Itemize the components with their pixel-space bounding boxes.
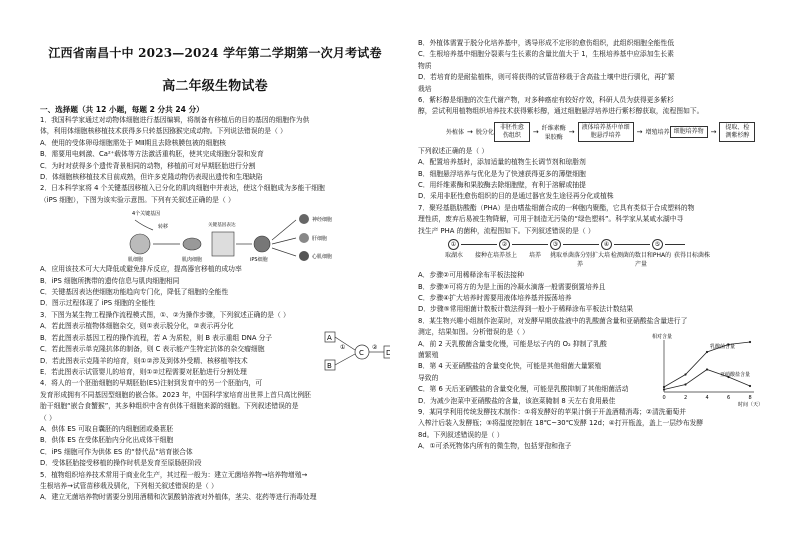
flow-label: 纤维素酶 [541, 124, 566, 132]
node-label: B [327, 361, 332, 370]
fig-label: iPS细胞 [250, 257, 268, 264]
q2-line: 2．日本科学家将 4 个关键基因移植入已分化的肌肉细胞中并表达，使这个细胞成为多能干细胞 [40, 184, 325, 193]
q1-option: B．需要用电刺激、Ca²⁺载体等方法激活重构胚，使其完成细胞分裂和发育 [40, 150, 264, 159]
q8-option: A．前 2 天乳酸菌含量变化慢，可能是坛子内的 O₂ 抑制了乳酸 [418, 339, 607, 348]
q5-option: C．生根培养基中细胞分裂素与生长素的含量比值大于 1，生根培养基中应添加生长素 [418, 50, 674, 59]
q6-line: 下列叙述正确的是（ ） [418, 146, 489, 155]
abc-diagram [320, 322, 390, 382]
q9-option: A．①可杀死物体内所有的微生物，包括芽孢和孢子 [418, 442, 572, 451]
q5-option: 栽培 [418, 84, 432, 93]
q1-option: C．为时对获得多个遗传背景相同的动物，移植前可对早期胚胎进行分割 [40, 161, 256, 170]
node-label: A [327, 333, 332, 342]
q1-option: D．体细胞核移植技术目前成熟，但许多克隆动物仍表现出遗传和生理缺陷 [40, 173, 263, 182]
ips-diagram [40, 206, 390, 264]
q8-option: 导致的 [418, 373, 439, 382]
neuron-icon [299, 214, 309, 224]
q4-line: （ ） [40, 413, 56, 422]
fig-label: 肌细胞 [128, 257, 144, 264]
step-label: ① [340, 343, 346, 351]
q8-line: 8．某生物兴趣小组制作泡菜时，对发酵早期放盐液中的乳酸菌含量和亚硝酸盐含量进行了 [418, 316, 688, 325]
question-1 [40, 115, 390, 183]
q3-line: 3．下图为某生物工程操作流程模式图，①、②为操作步骤，下列叙述正确的是（ ） [40, 310, 290, 319]
ips-figure [40, 206, 390, 264]
data-point [684, 383, 686, 385]
data-point [749, 341, 751, 343]
data-point [706, 351, 708, 353]
q8-option: 菌繁殖 [418, 350, 439, 359]
q5-line: 生根培养→试管苗移栽及驯化，下列相关叙述错误的是（ ） [40, 481, 218, 490]
fig-label: 心肌细胞 [312, 254, 333, 261]
step-label: 取湖水 [444, 252, 463, 260]
fig-label: 神经细胞 [312, 217, 333, 224]
flow-node: 细胞培养物 [670, 126, 708, 138]
q5-option: A．建立无菌培养物时需要分别用酒精和次氯酸钠溶液对外植体，茎尖、花药等进行消毒处理 [40, 493, 317, 502]
data-point [663, 388, 665, 390]
chart-xlabel: 时间（天） [738, 401, 764, 408]
q9-line: 8d。下列叙述错误的是（ ） [418, 430, 504, 439]
q2-option: D．图示过程体现了 iPS 细胞的全能性 [40, 299, 156, 308]
q5-line: 5．植物组织培养技术常用于商业化生产，其过程一般为：建立无菌培养物→培养物增殖→ [40, 470, 308, 479]
arrow-icon [461, 244, 497, 245]
arrow-icon [135, 220, 153, 230]
q4-option: D．受体胚胎接受移植的操作时机是发育至原肠胚阶段 [40, 459, 202, 468]
x-tick-label: 8 [748, 394, 752, 401]
question-2 [40, 183, 390, 309]
flow-label: 增殖培养 [645, 129, 670, 137]
x-tick-label: 2 [684, 394, 688, 401]
q4-option: A．供体 ES 可取自囊胚的内细胞团或桑葚胚 [40, 424, 174, 433]
arrow-icon: → [568, 127, 575, 136]
q7-line: 理性质，废弃后易被生物降解，可用于制造无污染的“绿色塑料”。科学家从某咸水湖中寻 [418, 215, 684, 224]
x-tick-label: 0 [662, 394, 666, 401]
mouse-icon [130, 234, 150, 254]
series-label: 亚硝酸盐含量 [720, 371, 751, 378]
q6-option: D．采用非胚性愈伤组织的目的是通过器官发生途径再分化或植株 [418, 192, 614, 201]
arrow-icon [563, 244, 599, 245]
q1-line: 体，利用体细胞核移植技术获得多只转基因猕猴完成动物。下列说法错误的是（ ） [40, 127, 287, 136]
q9-line: 9．某同学利用传统发酵技术制作：①将发酵好的苹果汁倒于开盖酒精消毒；②清洗葡萄并 [418, 407, 686, 416]
heart-cell-icon [299, 251, 309, 261]
q6-option: A．配置培养基时，添加适量的植物生长调节剂和琼脂剂 [418, 158, 586, 167]
section-heading: 一、选择题（共 12 小题，每题 2 分共 24 分） [40, 105, 204, 114]
chart-points [663, 341, 751, 391]
data-point [749, 385, 751, 387]
taxol-flowchart [446, 122, 770, 142]
question-8-9 [418, 316, 770, 453]
fig-label: 肌肉细胞 [182, 257, 203, 264]
chart-ylabel: 相对含量 [652, 333, 673, 340]
node-label: C [359, 348, 364, 357]
q4-line: 发育形成拥有不同基因型细胞的嵌合体。2023 年，中国科学家培育出世界上首只高比例胚 [40, 390, 311, 399]
fig-label: 肝细胞 [312, 236, 328, 243]
fig-label: 转移 [158, 224, 169, 231]
step-number: ⑤ [652, 239, 663, 250]
arrow-icon [272, 238, 296, 244]
flow-node: 液体培养基中单细胞悬浮培养 [578, 122, 634, 142]
step-number: ④ [601, 239, 612, 250]
q6-option: C．用纤维素酶和果胶酶去除细胞壁，有利于溶解或抽提 [418, 181, 586, 190]
q3-option: D．若此图表示克隆羊的培育，则①②涉及到体外受精、核移植等技术 [40, 356, 248, 365]
arrow-icon: → [636, 127, 643, 136]
flow-step [542, 123, 566, 141]
q8-option: D．为减少泡菜中亚硝酸盐的含量，该泡菜腌制 8 天左右食用最佳 [418, 396, 616, 405]
left-column [40, 0, 390, 550]
step-label: 检测菌的数目和PHA的产量 [610, 252, 672, 269]
data-point [684, 373, 686, 375]
step-labels [436, 250, 770, 268]
step-label: 挑取单菌落分别扩大培养 [550, 252, 611, 269]
step-label: 培养 [528, 252, 541, 260]
q7-option: C．步骤④扩大培养时需要用液体培养基并振荡培养 [418, 293, 572, 302]
flow-step [646, 127, 670, 136]
step-label: 获得目标菌株 [673, 252, 710, 260]
question-3-5 [40, 310, 390, 504]
q1-option: A．使用的受体卵母细胞需处于 MⅡ期且去除核膜包被的细胞核 [40, 138, 226, 147]
flow-label: 脱分化 [475, 129, 494, 137]
x-tick-label: 4 [705, 394, 709, 401]
series-label: 乳酸菌含量 [710, 343, 736, 350]
flow-label: 果胶酶 [544, 133, 563, 141]
q3-option: C．若此图表示单克隆抗体的制备，则 C 表示能产生特定抗体的杂交瘤细胞 [40, 345, 265, 354]
fig-label: 4个关键基因 [132, 211, 161, 218]
q3-option: B．若此图表示基因工程的操作流程，若 A 为质粒，则 B 表示重组 DNA 分子 [40, 333, 273, 342]
q8-option: B．第 4 天亚硝酸盐的含量变化快，可能是其他细菌大量繁殖 [418, 362, 602, 371]
arrow-icon [614, 244, 650, 245]
arrow-icon: → [710, 127, 717, 136]
q6-option: B．细胞悬浮培养与优化是为了快速获得更多的薄壁细胞 [418, 169, 586, 178]
q4-line: 4．将人的一个胚胎细胞的早期胚胎(ES)注射到发育中的另一个胚胎内，可 [40, 379, 263, 388]
flow-node: 外植体 [446, 129, 465, 137]
q7-line: 7．聚羟基脂肪酸酯（PHA）是由嗜盐细菌合成的一种胞内聚酯，它具有类似于合成塑料的物 [418, 203, 695, 212]
step-number: ② [499, 239, 510, 250]
q5-option: D．若培育的是耐盐植株，则可将获得的试管苗移栽于含高盐土壤中进行驯化，再扩繁 [418, 73, 675, 82]
data-point [706, 368, 708, 370]
q7-option: D．步骤⑤常用细菌计数板计数法得到一般小于稀释涂布平板法计数结果 [418, 305, 634, 314]
page-title: 江西省南昌十中 2023—2024 学年第二学期第一次月考试卷 [48, 46, 382, 60]
q7-line: 找生产 PHA 的菌种，流程图如下。下列叙述错误的是（ ） [418, 226, 595, 235]
arrow-icon [335, 354, 355, 365]
q6-line: 6．紫杉醇是细胞的次生代谢产物，对多种癌症有较好疗效，科研人员为获得更多紫杉 [418, 96, 674, 105]
data-point [663, 386, 665, 388]
step-label: ② [372, 343, 378, 351]
q7-option: B．步骤③可将方的为是上面的冷凝水滴落一般需要倒置培养且 [418, 282, 606, 291]
q2-option: B．iPS 细胞所携带的遗传信息与肌肉细胞相同 [40, 276, 180, 285]
q3-option: A．若此图表示植物体细胞杂交，则①表示脱分化，②表示再分化 [40, 322, 234, 331]
x-ticks [663, 395, 752, 401]
q5-option: 物质 [418, 61, 432, 70]
step-label: 接种在培养基上 [474, 252, 517, 260]
right-column [418, 0, 770, 550]
q4-option: C．iPS 细胞可作为供体 ES 的“替代品”培育嵌合体 [40, 447, 193, 456]
step-numbers [448, 239, 770, 250]
pickle-chart [650, 330, 770, 408]
flow-step [476, 127, 494, 136]
q2-option: A．应用该技术可大大降低或避免排斥反应，提高器官移植的成功率 [40, 265, 242, 274]
node-label: D [386, 348, 392, 357]
muscle-cell-icon [183, 238, 201, 250]
page-subtitle: 高二年级生物试卷 [162, 79, 268, 94]
arrow-icon [272, 220, 296, 240]
culture-dish-icon [212, 232, 234, 256]
q2-option: C．关键基因表达使细胞功能趋向专门化，降低了细胞的全能性 [40, 288, 229, 297]
pha-steps [418, 239, 770, 268]
q4-line: 胎干细胞“嵌合食蟹猴”，其多种组织中含有供体干细胞来源的细胞。下列叙述错误的是 [40, 402, 299, 411]
q8-line: 测定，结果如图。分析错误的是（ ） [418, 328, 529, 337]
liver-cell-icon [299, 233, 309, 243]
arrow-icon: → [532, 127, 539, 136]
arrow-icon: → [467, 127, 473, 136]
q4-option: B．供体 ES 在受体胚胎内分化出成体干细胞 [40, 436, 174, 445]
q9-line: 入榨汁后装入发酵瓶；③将温度控制在 18℃~30℃发酵 12d；④打开瓶盖，盖上一层纱布发酵 [418, 419, 704, 428]
step-number: ③ [550, 239, 561, 250]
arrow-icon [272, 248, 296, 256]
q7-option: A．步骤②可用稀释涂布平板法接种 [418, 271, 524, 280]
q5-option: B．外植体需置于脱分化培养基中，诱导形成不定形的愈伤组织，此组织细胞全能性低 [418, 39, 675, 47]
x-tick-label: 6 [727, 394, 731, 401]
flow-node: 提取、检测紫杉醇 [719, 122, 755, 142]
ips-cell-icon [254, 236, 270, 252]
q8-option: C．第 6 天后亚硝酸盐的含量变化慢，可能是乳酸抑制了其他细菌活动 [418, 385, 629, 394]
q2-line: （iPS 细胞），下图为该实验示意图。下列有关叙述正确的是（ ） [40, 195, 235, 204]
step-number: ① [448, 239, 459, 250]
q3-option: E．若此图表示试管婴儿的培育，则①②过程需要对胚胎进行分割处理 [40, 367, 247, 376]
arrow-icon [512, 244, 548, 245]
fig-label: 关键基因表达 [208, 223, 236, 229]
q6-line: 醇，尝试利用植物组织培养技术获得紫杉醇，通过细胞悬浮培养进行紫杉醇获取，流程图如下。 [418, 107, 704, 116]
flow-node: 非胚性愈伤组织 [494, 122, 530, 142]
q1-line: 1．我国科学家通过对动物体细胞进行基因编辑，将制备有移植后的目的基因的细胞作为供 [40, 116, 310, 124]
arrow-icon [665, 244, 685, 245]
